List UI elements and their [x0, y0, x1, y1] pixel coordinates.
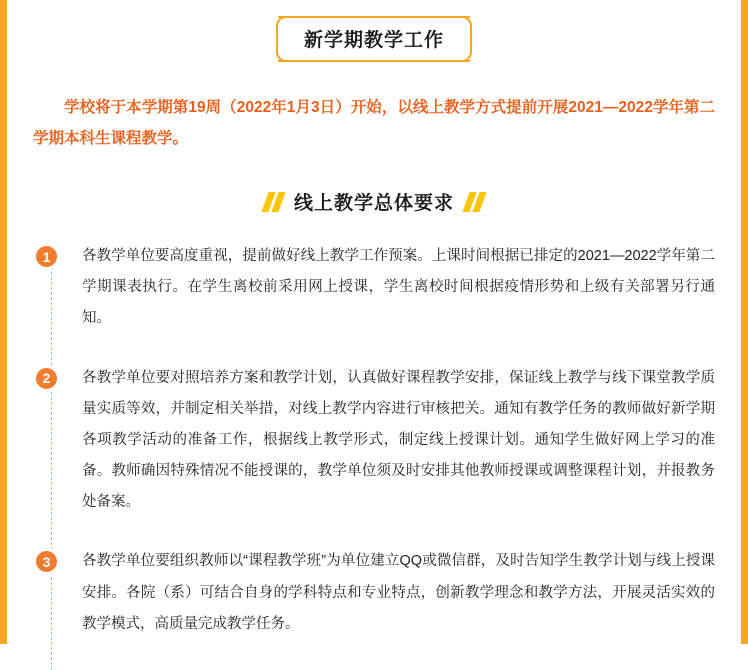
list-item-number: 3	[33, 548, 60, 575]
list-item-number: 1	[33, 243, 60, 270]
document-page	[7, 0, 741, 644]
section-heading	[7, 188, 741, 215]
page-title: 新学期教学工作	[278, 16, 470, 62]
list-item-text: 各教学单位要对照培养方案和教学计划，认真做好课程教学安排，保证线上教学与线下课堂教学质量实质等效，并制定相关举措，对线上教学内容进行审核把关。通知有教学任务的教师做好新学期各项教学活动的准备工作，根据线上教学形式，制定线上授课计划。通知学生做好网上学习的准备。教师确因特殊情况不能授课的，教学单位须及时安排其他教师授课或调整课程计划，并报教务处备案。	[82, 369, 715, 511]
left-accent-bar	[0, 0, 7, 644]
section-heading-label: 线上教学总体要求	[293, 193, 454, 214]
title-banner-wrap	[7, 16, 741, 62]
list-item	[33, 241, 715, 335]
requirement-list	[33, 241, 715, 640]
list-item-text: 各教学单位要组织教师以“课程教学班”为单位建立QQ或微信群，及时告知学生教学计划与线上授课安排。各院（系）可结合自身的学科特点和专业特点，创新教学理念和教学方法，开展灵活实效的教学模式，高质量完成教学任务。	[82, 553, 715, 632]
slash-right-icon	[466, 192, 483, 212]
lead-paragraph: 学校将于本学期第19周（2022年1月3日）开始，以线上教学方式提前开展2021—2022学年第二学期本科生课程教学。	[33, 99, 715, 147]
list-item-number: 2	[33, 365, 60, 392]
list-item	[33, 546, 715, 640]
right-accent-bar	[741, 0, 748, 644]
slash-left-icon	[265, 192, 282, 212]
list-item	[33, 363, 715, 519]
list-item-text: 各教学单位要高度重视，提前做好线上教学工作预案。上课时间根据已排定的2021—2022学年第二学期课表执行。在学生离校前采用网上授课，学生离校时间根据疫情形势和上级有关部署另行通知。	[82, 248, 715, 327]
